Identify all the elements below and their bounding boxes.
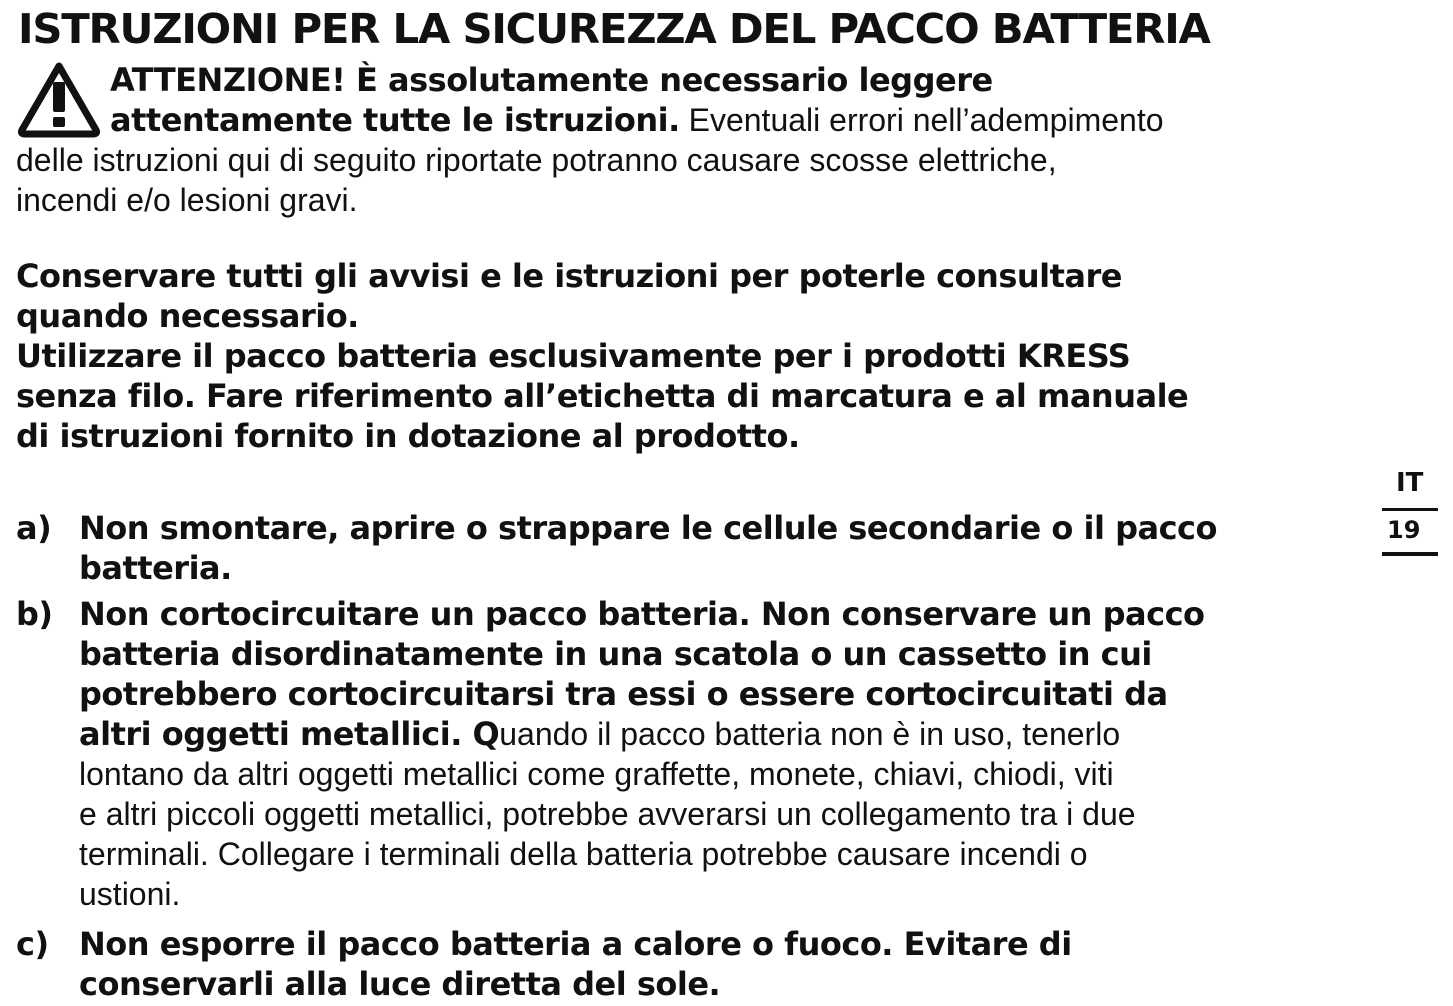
- list-item-text: uando il pacco batteria non è in uso, tenerlo: [499, 716, 1121, 752]
- list-item-line: batteria.: [79, 549, 232, 587]
- warning-line-4: incendi e/o lesioni gravi.: [16, 182, 358, 218]
- list-item-line: ustioni.: [79, 876, 181, 912]
- side-page-tab: [1382, 466, 1442, 566]
- paragraph-line: Conservare tutti gli avvisi e le istruzioni per poterle consultare: [16, 257, 1122, 295]
- list-item-line: Non esporre il pacco batteria a calore o fuoco. Evitare di: [79, 925, 1072, 963]
- use-battery-paragraph: [16, 336, 1188, 456]
- warning-line-2: [110, 100, 1164, 140]
- language-code: IT: [1396, 468, 1424, 498]
- warning-emphasis: attentamente tutte le istruzioni.: [110, 101, 680, 139]
- list-letter: c): [16, 925, 49, 963]
- warning-line-3: delle istruzioni qui di seguito riportate potranno causare scosse elettriche,: [16, 142, 1057, 178]
- list-item-line: batteria disordinatamente in una scatola o un cassetto in cui: [79, 635, 1152, 673]
- list-item-line: potrebbero cortocircuitarsi tra essi o essere cortocircuitati da: [79, 675, 1168, 713]
- tab-divider: [1382, 508, 1438, 511]
- keep-instructions-paragraph: [16, 256, 1122, 336]
- list-item-line: terminali. Collegare i terminali della batteria potrebbe causare incendi o: [79, 836, 1088, 872]
- list-item-line: Non cortocircuitare un pacco batteria. Non conservare un pacco: [79, 595, 1205, 633]
- warning-line-1: ATTENZIONE! È assolutamente necessario leggere: [110, 61, 993, 99]
- page-title: ISTRUZIONI PER LA SICUREZZA DEL PACCO BATTERIA: [18, 5, 1210, 53]
- paragraph-line: di istruzioni fornito in dotazione al prodotto.: [16, 417, 800, 455]
- list-item-emphasis: altri oggetti metallici. Q: [79, 715, 500, 753]
- list-letter: a): [16, 509, 52, 547]
- list-item-line: [79, 714, 1120, 754]
- list-item-line: Non smontare, aprire o strappare le cellule secondarie o il pacco: [79, 509, 1217, 547]
- list-item-line: e altri piccoli oggetti metallici, potrebbe avverarsi un collegamento tra i due: [79, 796, 1136, 832]
- list-item-line: conservarli alla luce diretta del sole.: [79, 965, 721, 1003]
- paragraph-line: Utilizzare il pacco batteria esclusivamente per i prodotti KRESS: [16, 337, 1131, 375]
- tab-divider: [1382, 552, 1438, 556]
- warning-text: Eventuali errori nell’adempimento: [679, 102, 1164, 138]
- list-item-line: lontano da altri oggetti metallici come graffette, monete, chiavi, chiodi, viti: [79, 756, 1114, 792]
- paragraph-line: quando necessario.: [16, 297, 359, 335]
- list-letter: b): [16, 595, 53, 633]
- paragraph-line: senza filo. Fare riferimento all’etichetta di marcatura e al manuale: [16, 377, 1189, 415]
- warning-triangle-icon: [16, 60, 102, 138]
- page-number: 19: [1387, 516, 1421, 544]
